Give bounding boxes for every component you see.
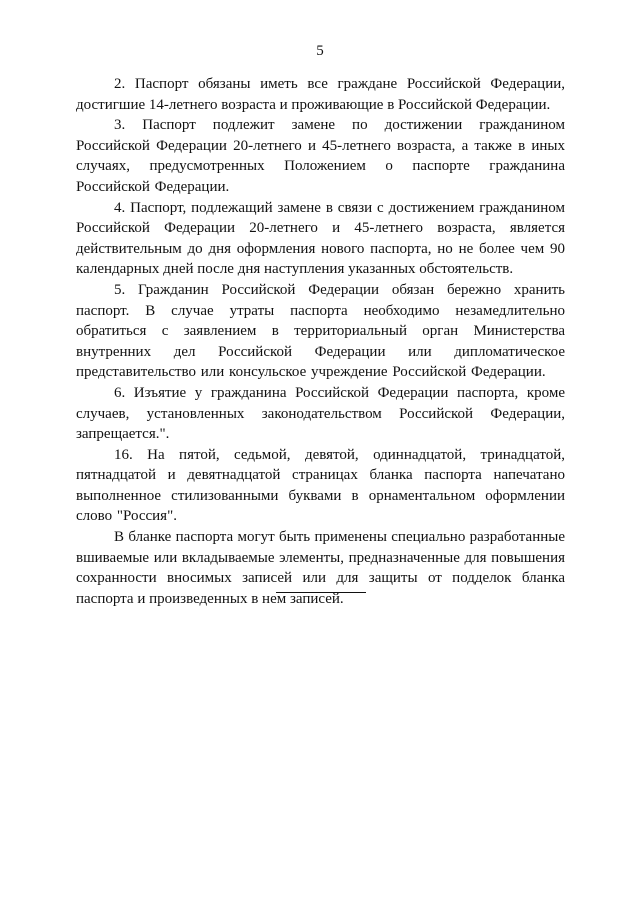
paragraph-5: 5. Гражданин Российской Федерации обязан бережно хранить паспорт. В случае утраты паспорта необходимо незамедлительно обратиться с заявлением в территориальный орган Министерства внутренних дел Российской Федерации или дипломатическое представительство или консульское учреждение Российской Федерации. [76, 281, 565, 381]
paragraph-6: 6. Изъятие у гражданина Российской Федерации паспорта, кроме случаев, установленных законодательством Российской Федерации, запрещается.". [76, 384, 565, 443]
page-number: 5 [316, 43, 324, 59]
paragraph-3: 3. Паспорт подлежит замене по достижении гражданином Российской Федерации 20-летнего и 45-летнего возраста, а также в иных случаях, предусмотренных Положением о паспорте гражданина Российской Федерации. [76, 117, 565, 195]
paragraph-final: В бланке паспорта могут быть применены специально разработанные вшиваемые или вкладываемые элементы, предназначенные для повышения сохранности вносимых записей или для защиты от подделок бланка паспорта и произведенных в нем записей. [76, 529, 565, 607]
paragraph-16: 16. На пятой, седьмой, девятой, одиннадцатой, тринадцатой, пятнадцатой и девятнадцатой страницах бланка паспорта напечатано выполненное стилизованными буквами в орнаментальном оформлении слово "Россия". [76, 446, 565, 525]
paragraph-2: 2. Паспорт обязаны иметь все граждане Российской Федерации, достигшие 14-летнего возраста и проживающие в Российской Федерации. [76, 76, 565, 113]
paragraph-4: 4. Паспорт, подлежащий замене в связи с достижением гражданином Российской Федерации 20-летнего и 45-летнего возраста, является действительным до дня оформления нового паспорта, но не более чем 90 календарных дней после дня наступления указанных обстоятельств. [76, 199, 565, 278]
document-body [76, 74, 565, 609]
end-rule-divider [276, 592, 366, 593]
